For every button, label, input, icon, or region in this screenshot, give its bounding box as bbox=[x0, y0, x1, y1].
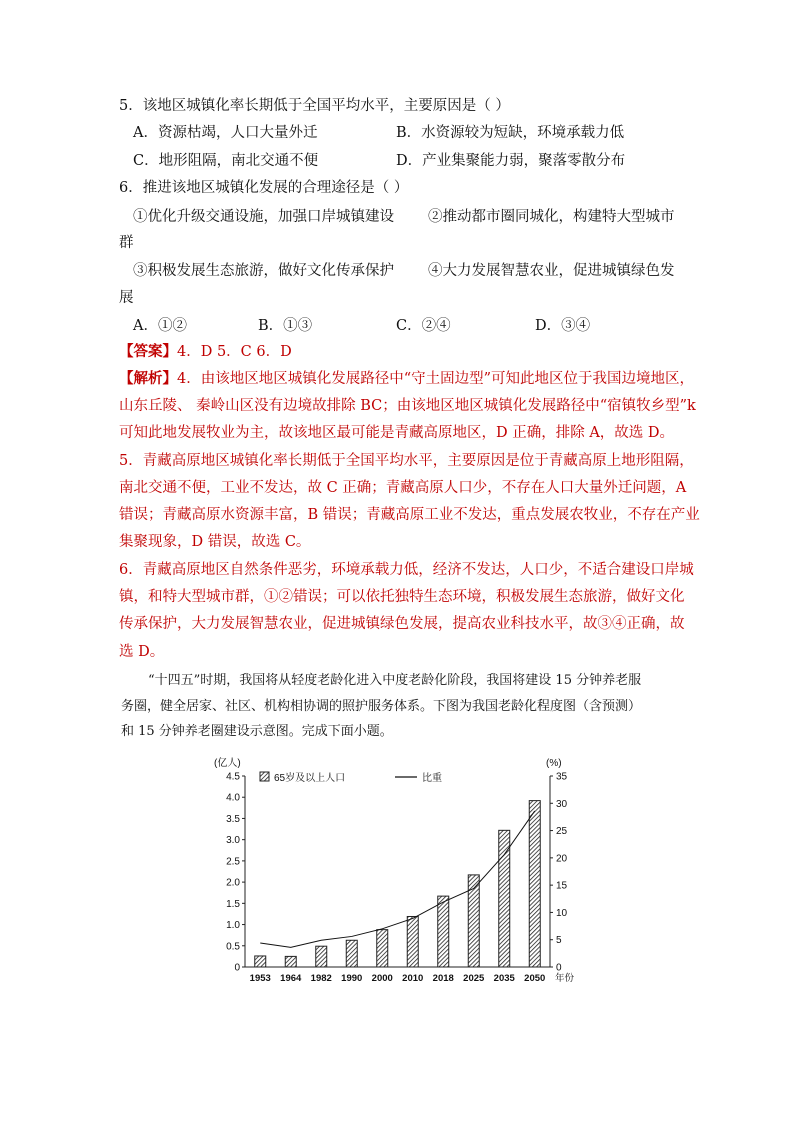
q5-option-a: A．资源枯竭，人口大量外迁 bbox=[133, 125, 318, 141]
x-tick-label: 2018 bbox=[432, 973, 454, 984]
right-tick-label: 5 bbox=[556, 935, 562, 947]
analysis-line-8: 6．青藏高原地区自然条件恶劣，环境承载力低，经济不发达，人口少，不适合建设口岸城 bbox=[119, 562, 694, 578]
q6-statement-1: ①优化升级交通设施，加强口岸城镇建设 bbox=[133, 209, 394, 225]
q6-option-b: B．①③ bbox=[258, 318, 313, 334]
aging-chart bbox=[212, 752, 592, 992]
q6-statement-4: ④大力发展智慧农业，促进城镇绿色发 bbox=[428, 263, 675, 279]
q5-option-b: B．水资源较为短缺，环境承载力低 bbox=[396, 125, 625, 141]
right-tick-label: 30 bbox=[556, 798, 568, 810]
left-axis-unit: (亿人) bbox=[214, 758, 241, 769]
bar bbox=[316, 946, 327, 967]
left-tick-label: 1.5 bbox=[226, 898, 240, 910]
analysis-line-11: 选 D。 bbox=[119, 644, 165, 660]
right-tick-label: 15 bbox=[556, 880, 568, 892]
q6-option-a: A．①② bbox=[133, 318, 187, 334]
passage-line-1: “十四五”时期，我国将从轻度老龄化进入中度老龄化阶段，我国将建设 15 分钟养老服 bbox=[148, 673, 642, 688]
bar bbox=[255, 956, 266, 967]
legend-line-label: 比重 bbox=[422, 773, 442, 784]
answer-label: 【答案】 bbox=[119, 343, 177, 360]
analysis-label: 【解析】 bbox=[119, 370, 177, 387]
analysis-line-10: 传承保护，大力发展智慧农业，促进城镇绿色发展，提高农业科技水平，故③④正确，故 bbox=[119, 616, 685, 632]
analysis-line-9: 镇，和特大型城市群，①②错误；可以依托独特生态环境，积极发展生态旅游，做好文化 bbox=[119, 589, 685, 605]
x-tick-label: 1964 bbox=[280, 973, 302, 984]
right-tick-label: 25 bbox=[556, 826, 568, 838]
right-tick-label: 10 bbox=[556, 907, 568, 919]
bar bbox=[377, 930, 388, 967]
right-axis-unit: (%) bbox=[546, 758, 562, 769]
left-tick-label: 3.5 bbox=[226, 813, 240, 825]
right-tick-label: 20 bbox=[556, 853, 568, 865]
q6-option-c: C．②④ bbox=[396, 318, 451, 334]
passage-line-3: 和 15 分钟养老圈建设示意图。完成下面小题。 bbox=[121, 724, 393, 739]
left-tick-label: 2.0 bbox=[226, 877, 240, 889]
analysis-line-6: 错误；青藏高原水资源丰富，B 错误；青藏高原工业不发达，重点发展农牧业，不存在产业 bbox=[119, 507, 700, 523]
x-tick-label: 1982 bbox=[310, 973, 332, 984]
left-tick-label: 0.5 bbox=[226, 941, 240, 953]
left-tick-label: 0 bbox=[234, 962, 240, 974]
left-tick-label: 4.0 bbox=[226, 792, 240, 804]
bar bbox=[346, 940, 357, 967]
x-axis-label: 年份 bbox=[555, 973, 575, 984]
bar bbox=[529, 801, 540, 967]
analysis-line-1 bbox=[119, 369, 694, 389]
bar bbox=[285, 956, 296, 967]
bar bbox=[407, 916, 418, 967]
legend-bar-swatch bbox=[260, 772, 269, 781]
passage-line-2: 务圈，健全居家、社区、机构相协调的照护服务体系。下图为我国老龄化程度图（含预测） bbox=[121, 699, 642, 714]
x-tick-label: 2035 bbox=[493, 973, 515, 984]
q6-statement-2-cont: 群 bbox=[119, 235, 134, 251]
analysis-line-3: 可知此地发展牧业为主，故该地区最可能是青藏高原地区，D 正确，排除 A，故选 D。 bbox=[119, 425, 675, 441]
analysis-text-1: 4．由该地区地区城镇化发展路径中“守土固边型”可知此地区位于我国边境地区， bbox=[177, 371, 695, 387]
right-tick-label: 35 bbox=[556, 771, 568, 783]
left-tick-label: 2.5 bbox=[226, 856, 240, 868]
left-tick-label: 1.0 bbox=[226, 920, 240, 932]
ratio-line bbox=[260, 811, 535, 947]
analysis-line-5: 南北交通不便，工业不发达，故 C 正确；青藏高原人口少，不存在人口大量外迁问题，A bbox=[119, 480, 687, 496]
x-tick-label: 1990 bbox=[341, 973, 363, 984]
answer-text: 4．D 5．C 6．D bbox=[177, 344, 292, 360]
left-tick-label: 4.5 bbox=[226, 771, 240, 783]
legend-bar-label: 65岁及以上人口 bbox=[274, 773, 346, 784]
x-tick-label: 2000 bbox=[371, 973, 393, 984]
analysis-line-7: 集聚现象，D 错误，故选 C。 bbox=[119, 534, 311, 550]
analysis-line-4: 5．青藏高原地区城镇化率长期低于全国平均水平，主要原因是位于青藏高原上地形阻隔， bbox=[119, 453, 694, 469]
left-tick-label: 3.0 bbox=[226, 835, 240, 847]
x-tick-label: 2025 bbox=[463, 973, 485, 984]
q6-statement-4-cont: 展 bbox=[119, 290, 134, 306]
q6-stem: 6．推进该地区城镇化发展的合理途径是（ ） bbox=[119, 180, 409, 196]
bar bbox=[438, 896, 449, 967]
q6-statement-2: ②推动都市圈同城化，构建特大型城市 bbox=[428, 209, 675, 225]
q5-stem: 5．该地区城镇化率长期低于全国平均水平，主要原因是（ ） bbox=[119, 98, 510, 114]
analysis-line-2: 山东丘陵、 秦岭山区没有边境故排除 BC；由该地区地区城镇化发展路径中“宿镇牧乡型”k bbox=[119, 398, 696, 414]
q6-option-d: D．③④ bbox=[535, 318, 591, 334]
answer-line bbox=[119, 342, 292, 362]
x-tick-label: 1953 bbox=[249, 973, 271, 984]
bar bbox=[499, 830, 510, 967]
right-tick-label: 0 bbox=[556, 962, 562, 974]
q5-option-d: D．产业集聚能力弱，聚落零散分布 bbox=[396, 153, 626, 169]
q5-option-c: C．地形阻隔，南北交通不便 bbox=[133, 153, 319, 169]
x-tick-label: 2010 bbox=[402, 973, 424, 984]
q6-statement-3: ③积极发展生态旅游，做好文化传承保护 bbox=[133, 263, 394, 279]
x-tick-label: 2050 bbox=[524, 973, 546, 984]
